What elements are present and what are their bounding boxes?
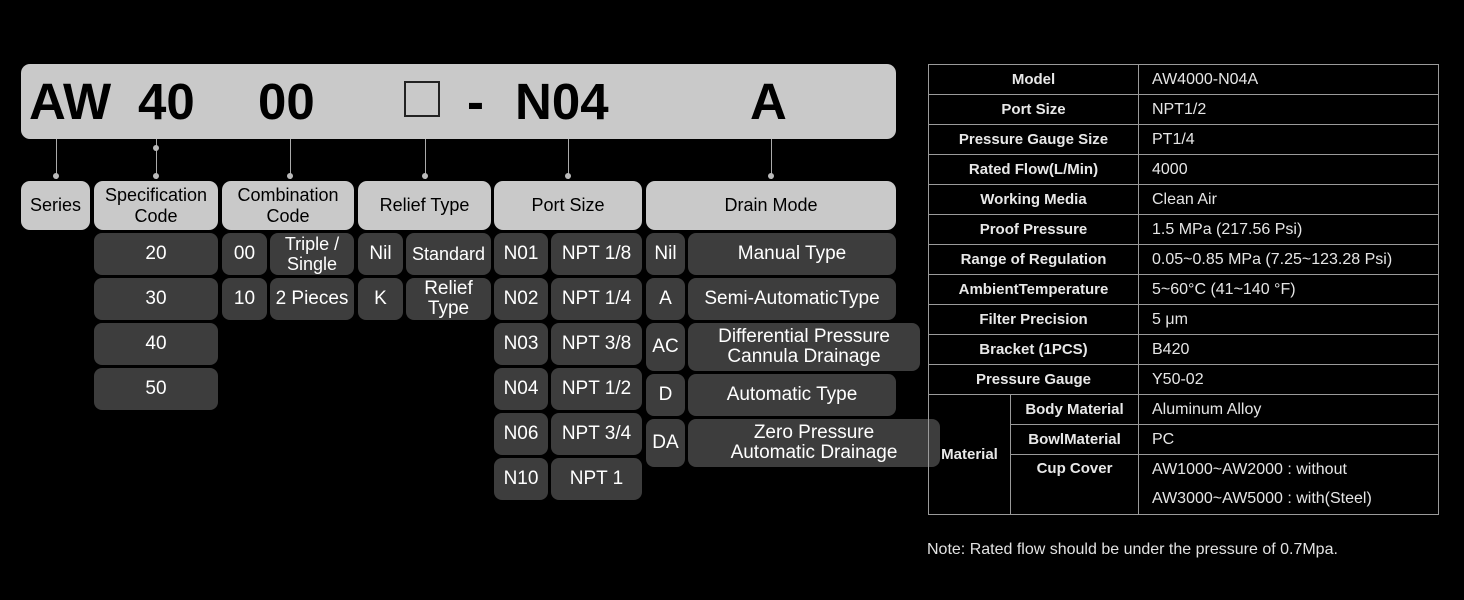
code-port: N04 (515, 73, 609, 130)
spec-key: Pressure Gauge (929, 365, 1139, 395)
combination-label: 2 Pieces (270, 278, 354, 320)
spec-value: 4000 (1139, 155, 1439, 185)
spec-value: AW3000~AW5000 : with(Steel) (1139, 485, 1439, 515)
table-row (929, 65, 1439, 95)
code-dash: - (467, 73, 484, 130)
relief-code: Nil (358, 233, 403, 275)
table-row (929, 185, 1439, 215)
spec-value: Y50-02 (1139, 365, 1439, 395)
port-code: N04 (494, 368, 548, 410)
spec-value: PT1/4 (1139, 125, 1439, 155)
drain-code: AC (646, 323, 685, 371)
header-spec-code: Specification Code (94, 181, 218, 230)
header-port-size: Port Size (494, 181, 642, 230)
spec-key: Body Material (1011, 395, 1139, 425)
port-label: NPT 3/8 (551, 323, 642, 365)
table-row (929, 275, 1439, 305)
port-label: NPT 1/4 (551, 278, 642, 320)
drain-label: Differential Pressure Cannula Drainage (688, 323, 920, 371)
table-row (929, 95, 1439, 125)
drain-code: Nil (646, 233, 685, 275)
table-row (929, 365, 1439, 395)
spec-value: 0.05~0.85 MPa (7.25~123.28 Psi) (1139, 245, 1439, 275)
material-label: Material (929, 395, 1011, 515)
table-row (929, 305, 1439, 335)
drain-label: Semi-AutomaticType (688, 278, 896, 320)
spec-code-cell: 50 (94, 368, 218, 410)
port-label: NPT 1/8 (551, 233, 642, 275)
spec-value: Clean Air (1139, 185, 1439, 215)
port-code: N10 (494, 458, 548, 500)
drain-label: Automatic Type (688, 374, 896, 416)
spec-key: Port Size (929, 95, 1139, 125)
combination-label: Triple / Single (270, 233, 354, 275)
header-combination-code: Combination Code (222, 181, 354, 230)
port-label: NPT 1 (551, 458, 642, 500)
drain-code: DA (646, 419, 685, 467)
drain-label: Manual Type (688, 233, 896, 275)
spec-key: Bracket (1PCS) (929, 335, 1139, 365)
spec-key: BowlMaterial (1011, 425, 1139, 455)
spec-key: AmbientTemperature (929, 275, 1139, 305)
spec-value: B420 (1139, 335, 1439, 365)
port-label: NPT 3/4 (551, 413, 642, 455)
table-row (929, 155, 1439, 185)
drain-code: D (646, 374, 685, 416)
spec-value: 1.5 MPa (217.56 Psi) (1139, 215, 1439, 245)
spec-value: AW1000~AW2000 : without (1139, 455, 1439, 485)
table-row (929, 245, 1439, 275)
spec-key: Cup Cover (1011, 455, 1139, 515)
header-relief-type: Relief Type (358, 181, 491, 230)
table-row (929, 215, 1439, 245)
drain-label: Zero Pressure Automatic Drainage (688, 419, 940, 467)
spec-value: 5~60°C (41~140 °F) (1139, 275, 1439, 305)
spec-value: 5 μm (1139, 305, 1439, 335)
spec-key: Pressure Gauge Size (929, 125, 1139, 155)
port-code: N03 (494, 323, 548, 365)
spec-key: Rated Flow(L/Min) (929, 155, 1139, 185)
relief-code: K (358, 278, 403, 320)
port-label: NPT 1/2 (551, 368, 642, 410)
spec-key: Filter Precision (929, 305, 1139, 335)
port-code: N02 (494, 278, 548, 320)
header-series: Series (21, 181, 90, 230)
connector-dot (422, 173, 428, 179)
port-code: N06 (494, 413, 548, 455)
spec-code-cell: 30 (94, 278, 218, 320)
spec-value: Aluminum Alloy (1139, 395, 1439, 425)
footnote: Note: Rated flow should be under the pressure of 0.7Mpa. (927, 541, 1338, 558)
connector-dot (565, 173, 571, 179)
relief-placeholder-box (404, 81, 440, 117)
model-code-bar (21, 64, 896, 139)
spec-key: Proof Pressure (929, 215, 1139, 245)
relief-label: Standard (406, 233, 491, 275)
relief-label: Relief Type (406, 278, 491, 320)
table-row (929, 395, 1439, 425)
spec-code-cell: 40 (94, 323, 218, 365)
spec-value: NPT1/2 (1139, 95, 1439, 125)
connector-dot (53, 173, 59, 179)
drain-code: A (646, 278, 685, 320)
table-row (929, 335, 1439, 365)
code-spec: 40 (138, 73, 195, 130)
spec-code-cell: 20 (94, 233, 218, 275)
combination-code: 00 (222, 233, 267, 275)
connector-dot (153, 173, 159, 179)
specification-table (928, 64, 1439, 515)
spec-value: PC (1139, 425, 1439, 455)
connector-dot (153, 145, 159, 151)
port-code: N01 (494, 233, 548, 275)
code-combination: 00 (258, 73, 315, 130)
spec-key: Working Media (929, 185, 1139, 215)
table-row (929, 125, 1439, 155)
spec-key: Range of Regulation (929, 245, 1139, 275)
spec-key: Model (929, 65, 1139, 95)
code-series: AW (29, 73, 112, 130)
spec-value: AW4000-N04A (1139, 65, 1439, 95)
code-drain: A (750, 73, 787, 130)
connector-dot (287, 173, 293, 179)
connector-dot (768, 173, 774, 179)
combination-code: 10 (222, 278, 267, 320)
header-drain-mode: Drain Mode (646, 181, 896, 230)
